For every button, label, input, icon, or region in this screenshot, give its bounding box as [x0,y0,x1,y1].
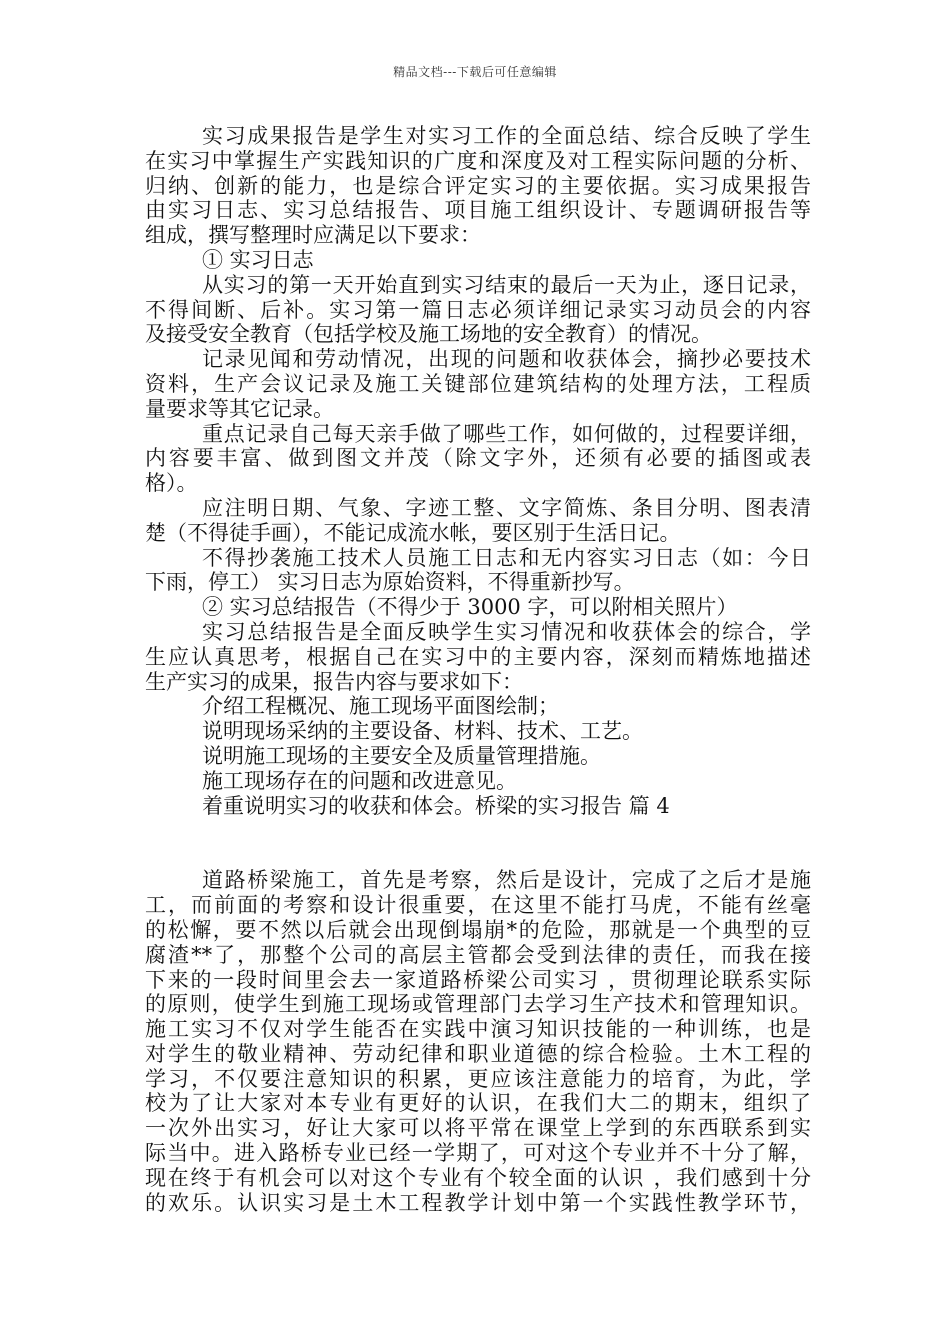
page-header: 精品文档---下载后可任意编辑 [393,65,557,79]
text-line: 资料，生产会议记录及施工关键部位建筑结构的处理方法，工程质 [145,371,811,396]
text-line: 际当中。进入路桥专业已经一学期了，可对这个专业并不十分了解， [145,1141,811,1166]
text-line: 归纳、创新的能力，也是综合评定实习的主要依据。实习成果报告 [145,173,811,198]
text-line: 由实习日志、实习总结报告、项目施工组织设计、专题调研报告等 [145,198,811,223]
text-line: 应注明日期、气象、字迹工整、文字简炼、条目分明、图表清 [202,495,811,520]
text-line: 现在终于有机会可以对这个专业有个较全面的认识 ，我们感到十分 [145,1165,811,1190]
section-gap [145,818,811,868]
text-line: 道路桥梁施工，首先是考察，然后是设计，完成了之后才是施 [202,868,811,893]
text-line: 生产实习的成果，报告内容与要求如下： [145,669,523,694]
text-line: 工，而前面的考察和设计很重要，在这里不能打马虎，不能有丝毫 [145,893,811,918]
text-line: 腐渣**了，那整个公司的高层主管都会受到法律的责任，而我在接 [145,942,811,967]
text-line: 及接受安全教育（包括学校及施工场地的安全教育）的情况。 [145,322,712,347]
text-line: 说明施工现场的主要安全及质量管理措施。 [202,743,601,768]
text-line: 不得抄袭施工技术人员施工日志和无内容实习日志（如：今日 [202,545,811,570]
text-line: 不得间断、后补。实习第一篇日志必须详细记录实习动员会的内容 [145,297,811,322]
text-line: 施工现场存在的问题和改进意见。 [202,768,517,793]
text-line: 在实习中掌握生产实践知识的广度和深度及对工程实际问题的分析、 [145,148,811,173]
text-line: 的松懈，要不然以后就会出现倒塌崩*的危险，那就是一个典型的豆 [145,917,811,942]
bridge-report-section [145,868,811,1215]
text-line: 实习成果报告是学生对实习工作的全面总结、综合反映了学生 [202,124,811,148]
text-line: 实习总结报告是全面反映学生实习情况和收获体会的综合，学 [202,619,811,644]
text-line: 格）。 [145,471,198,496]
text-line: 的原则，使学生到施工现场或管理部门去学习生产技术和管理知识。 [145,992,811,1017]
text-line: 学习，不仅要注意知识的积累，更应该注意能力的培育，为此，学 [145,1066,811,1091]
text-line: 施工实习不仅对学生能否在实践中演习知识技能的一种训练，也是 [145,1017,811,1042]
text-line: ② 实习总结报告（不得少于 3000 字，可以附相关照片） [202,595,738,620]
text-line: 说明现场采纳的主要设备、材料、技术、工艺。 [202,719,643,744]
text-line: 记录见闻和劳动情况，出现的问题和收获体会，摘抄必要技术 [202,347,811,372]
text-line: 内容要丰富、做到图文并茂（除文字外，还须有必要的插图或表 [145,446,811,471]
text-line: 楚（不得徒手画），不能记成流水帐，要区别于生活日记。 [145,520,681,545]
text-line: 校为了让大家对本专业有更好的认识，在我们大二的期末，组织了 [145,1091,811,1116]
report-requirements-section [145,124,811,818]
document-body [145,124,811,1215]
text-line: 对学生的敬业精神、劳动纪律和职业道德的综合检验。土木工程的 [145,1041,811,1066]
text-line: 的欢乐。认识实习是土木工程教学计划中第一个实践性教学环节， [145,1190,811,1215]
text-line: 介绍工程概况、施工现场平面图绘制； [202,694,559,719]
text-line: 生应认真思考，根据自己在实习中的主要内容，深刻而精炼地描述 [145,644,811,669]
text-line: 一次外出实习，好让大家可以将平常在课堂上学到的东西联系到实 [145,1116,811,1141]
text-line: 重点记录自己每天亲手做了哪些工作，如何做的，过程要详细， [202,421,811,446]
text-line: 着重说明实习的收获和体会。桥梁的实习报告 篇 4 [202,793,670,818]
text-line: 下来的一段时间里会去一家道路桥梁公司实习 ，贯彻理论联系实际 [145,967,811,992]
text-line: 组成，撰写整理时应满足以下要求： [145,223,481,248]
text-line: ① 实习日志 [202,247,314,272]
text-line: 从实习的第一天开始直到实习结束的最后一天为止，逐日记录， [202,272,811,297]
text-line: 下雨，停工） 实习日志为原始资料，不得重新抄写。 [145,570,635,595]
text-line: 量要求等其它记录。 [145,396,334,421]
